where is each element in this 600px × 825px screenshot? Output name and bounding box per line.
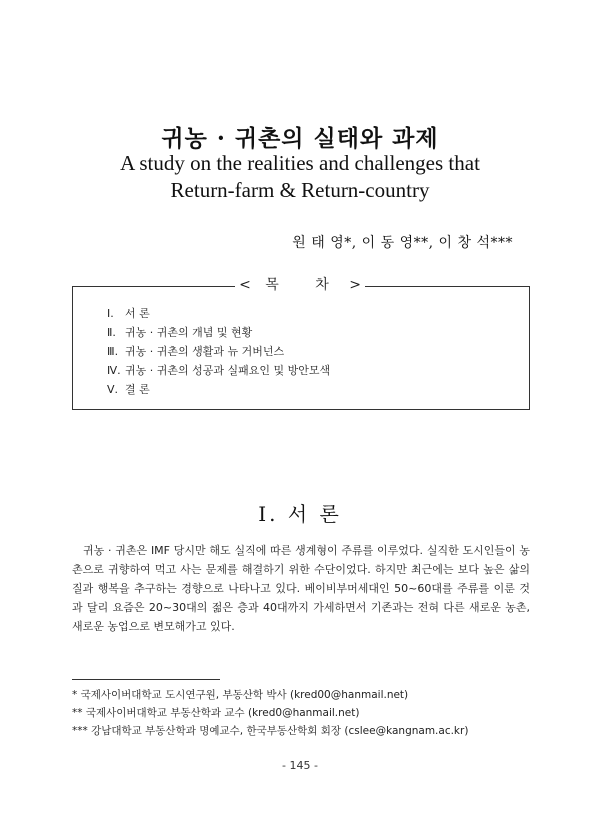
footnote-list bbox=[72, 686, 468, 740]
toc-item-number: Ⅱ. bbox=[107, 326, 116, 339]
toc-bracket-right: > bbox=[349, 277, 361, 293]
footnote: * 국제사이버대학교 도시연구원, 부동산학 박사 (kred00@hanmail.net) bbox=[72, 689, 409, 701]
toc-item bbox=[107, 361, 330, 380]
section-heading: Ⅰ. 서 론 bbox=[258, 502, 342, 526]
toc-item bbox=[107, 380, 330, 399]
toc-item bbox=[107, 323, 330, 342]
body-paragraph: 귀농 · 귀촌은 IMF 당시만 해도 실직에 따른 생계형이 주류를 이루었다. 실직한 도시인들이 농촌으로 귀향하여 먹고 사는 문제를 해결하기 위한 수단이었다. 하지만 최근에는 보다 높은 삶의 질과 행복을 추구하는 경향으로 나타나고 있다. 베이비부머세대인 50~60대를 주류를 이룬 것과 달리 요즘은 20~30대의 젊은 층과 40대까지 가세하면서 기존과는 전혀 다른 새로운 농촌, 새로운 농업으로 변모해가고 있다. bbox=[72, 544, 530, 633]
footnote: ** 국제사이버대학교 부동산학과 교수 (kred0@hanmail.net) bbox=[72, 707, 360, 719]
table-of-contents-title bbox=[0, 275, 600, 295]
author-list: 원 태 영*, 이 동 영**, 이 창 석*** bbox=[292, 235, 513, 251]
toc-label: 목 차 bbox=[265, 277, 345, 293]
korean-title: 귀농 · 귀촌의 실태와 과제 bbox=[161, 125, 439, 152]
english-title-line-1: A study on the realities and challenges that bbox=[120, 151, 480, 175]
toc-item-number: Ⅲ. bbox=[107, 345, 119, 358]
toc-item-text: 귀농 · 귀촌의 개념 및 현황 bbox=[125, 326, 253, 339]
page-number: - 145 - bbox=[282, 759, 318, 772]
toc-item-text: 서 론 bbox=[125, 307, 150, 320]
toc-list bbox=[107, 304, 330, 399]
toc-item bbox=[107, 342, 330, 361]
toc-item-number: Ⅴ. bbox=[107, 383, 119, 396]
toc-bracket-left: < bbox=[239, 277, 251, 293]
toc-item-number: Ⅳ. bbox=[107, 364, 121, 377]
english-title bbox=[0, 150, 600, 204]
toc-item-text: 귀농 · 귀촌의 성공과 실패요인 및 방안모색 bbox=[125, 364, 331, 377]
english-title-line-2: Return-farm & Return-country bbox=[170, 178, 430, 202]
toc-item bbox=[107, 304, 330, 323]
footnote: *** 강남대학교 부동산학과 명예교수, 한국부동산학회 회장 (cslee@kangnam.ac.kr) bbox=[72, 725, 469, 737]
toc-item-text: 결 론 bbox=[125, 383, 150, 396]
toc-item-text: 귀농 · 귀촌의 생활과 뉴 거버넌스 bbox=[125, 345, 285, 358]
footnote-divider bbox=[72, 679, 220, 680]
toc-item-number: Ⅰ. bbox=[107, 307, 114, 320]
